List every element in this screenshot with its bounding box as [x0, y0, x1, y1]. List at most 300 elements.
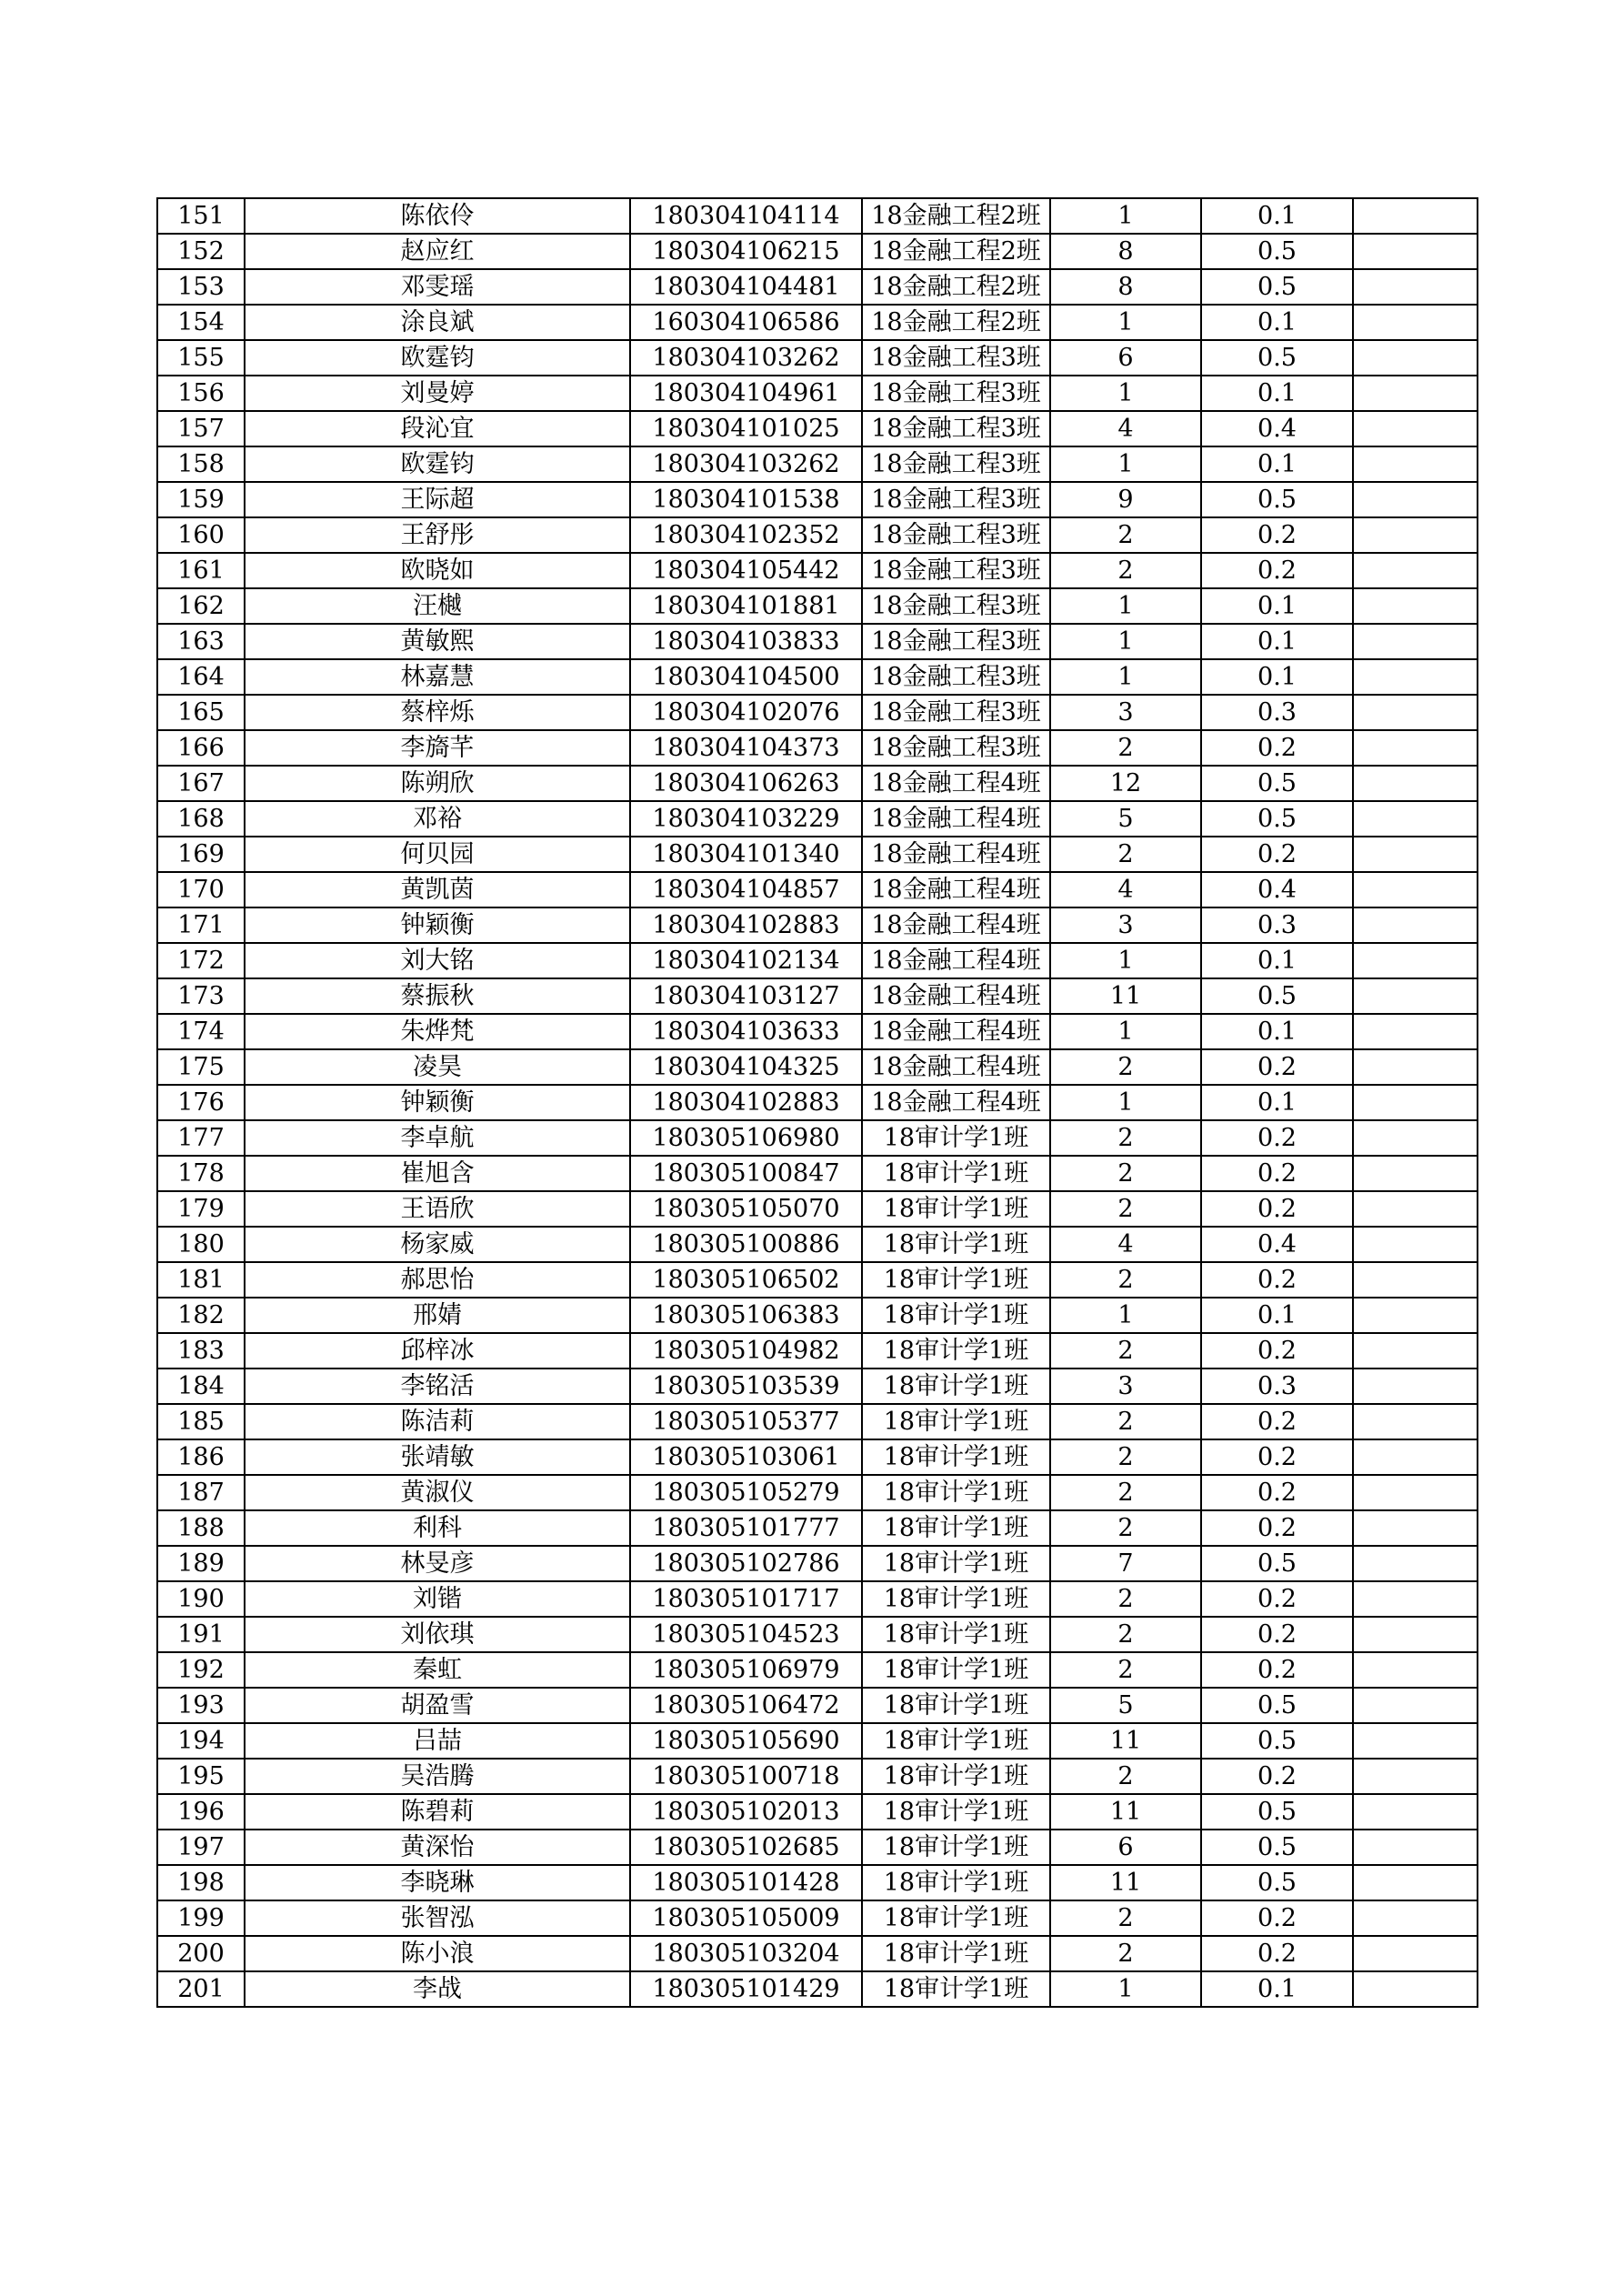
count-cell: 1 — [1050, 659, 1201, 695]
score-cell: 0.1 — [1201, 1014, 1353, 1049]
score-cell: 0.2 — [1201, 517, 1353, 553]
row-number-cell: 169 — [157, 837, 245, 872]
count-cell: 2 — [1050, 1120, 1201, 1156]
row-number-cell: 154 — [157, 305, 245, 340]
class-name-cell: 18金融工程3班 — [862, 517, 1050, 553]
note-cell — [1353, 1369, 1478, 1404]
row-number-cell: 151 — [157, 198, 245, 234]
note-cell — [1353, 1723, 1478, 1759]
row-number-cell: 175 — [157, 1049, 245, 1085]
count-cell: 11 — [1050, 1723, 1201, 1759]
student-name-cell: 秦虹 — [245, 1652, 630, 1688]
score-cell: 0.2 — [1201, 1439, 1353, 1475]
table-row — [157, 1439, 1478, 1475]
student-id-cell: 180304103633 — [630, 1014, 862, 1049]
count-cell: 2 — [1050, 1759, 1201, 1794]
student-id-cell: 180305100847 — [630, 1156, 862, 1191]
class-name-cell: 18审计学1班 — [862, 1794, 1050, 1830]
row-number-cell: 199 — [157, 1900, 245, 1936]
student-name-cell: 黄深怡 — [245, 1830, 630, 1865]
student-id-cell: 180304104857 — [630, 872, 862, 907]
row-number-cell: 193 — [157, 1688, 245, 1723]
note-cell — [1353, 1652, 1478, 1688]
score-cell: 0.3 — [1201, 1369, 1353, 1404]
class-name-cell: 18审计学1班 — [862, 1971, 1050, 2007]
student-id-cell: 180304101881 — [630, 588, 862, 624]
student-name-cell: 张靖敏 — [245, 1439, 630, 1475]
student-name-cell: 李战 — [245, 1971, 630, 2007]
row-number-cell: 157 — [157, 411, 245, 446]
note-cell — [1353, 1191, 1478, 1227]
student-id-cell: 180304106215 — [630, 234, 862, 269]
note-cell — [1353, 943, 1478, 978]
student-name-cell: 李旖芊 — [245, 730, 630, 766]
note-cell — [1353, 1333, 1478, 1369]
class-name-cell: 18金融工程3班 — [862, 376, 1050, 411]
count-cell: 6 — [1050, 1830, 1201, 1865]
score-cell: 0.5 — [1201, 766, 1353, 801]
student-name-cell: 李卓航 — [245, 1120, 630, 1156]
score-cell: 0.5 — [1201, 234, 1353, 269]
score-cell: 0.5 — [1201, 978, 1353, 1014]
note-cell — [1353, 730, 1478, 766]
student-id-cell: 180304104114 — [630, 198, 862, 234]
note-cell — [1353, 1475, 1478, 1510]
class-name-cell: 18审计学1班 — [862, 1723, 1050, 1759]
class-name-cell: 18金融工程2班 — [862, 269, 1050, 305]
score-cell: 0.5 — [1201, 1794, 1353, 1830]
student-id-cell: 180305105070 — [630, 1191, 862, 1227]
student-id-cell: 180304102076 — [630, 695, 862, 730]
count-cell: 11 — [1050, 978, 1201, 1014]
class-name-cell: 18审计学1班 — [862, 1404, 1050, 1439]
class-name-cell: 18金融工程3班 — [862, 446, 1050, 482]
student-id-cell: 180304104961 — [630, 376, 862, 411]
row-number-cell: 201 — [157, 1971, 245, 2007]
count-cell: 2 — [1050, 1936, 1201, 1971]
score-cell: 0.2 — [1201, 837, 1353, 872]
score-cell: 0.2 — [1201, 1581, 1353, 1617]
row-number-cell: 194 — [157, 1723, 245, 1759]
row-number-cell: 196 — [157, 1794, 245, 1830]
count-cell: 6 — [1050, 340, 1201, 376]
score-cell: 0.2 — [1201, 1475, 1353, 1510]
table-row — [157, 1120, 1478, 1156]
row-number-cell: 174 — [157, 1014, 245, 1049]
count-cell: 2 — [1050, 1404, 1201, 1439]
count-cell: 4 — [1050, 1227, 1201, 1262]
count-cell: 1 — [1050, 446, 1201, 482]
student-name-cell: 王语欣 — [245, 1191, 630, 1227]
row-number-cell: 188 — [157, 1510, 245, 1546]
student-name-cell: 吴浩腾 — [245, 1759, 630, 1794]
student-id-cell: 180305101429 — [630, 1971, 862, 2007]
note-cell — [1353, 1510, 1478, 1546]
student-id-cell: 180304104500 — [630, 659, 862, 695]
row-number-cell: 179 — [157, 1191, 245, 1227]
count-cell: 4 — [1050, 411, 1201, 446]
table-row — [157, 1298, 1478, 1333]
row-number-cell: 168 — [157, 801, 245, 837]
score-cell: 0.1 — [1201, 943, 1353, 978]
row-number-cell: 158 — [157, 446, 245, 482]
note-cell — [1353, 305, 1478, 340]
student-name-cell: 涂良斌 — [245, 305, 630, 340]
score-cell: 0.1 — [1201, 198, 1353, 234]
count-cell: 8 — [1050, 234, 1201, 269]
class-name-cell: 18审计学1班 — [862, 1581, 1050, 1617]
table-row — [157, 198, 1478, 234]
score-cell: 0.1 — [1201, 624, 1353, 659]
count-cell: 5 — [1050, 801, 1201, 837]
table-row — [157, 1830, 1478, 1865]
class-name-cell: 18审计学1班 — [862, 1156, 1050, 1191]
class-name-cell: 18金融工程3班 — [862, 695, 1050, 730]
student-id-cell: 180305102786 — [630, 1546, 862, 1581]
student-name-cell: 陈碧莉 — [245, 1794, 630, 1830]
score-cell: 0.2 — [1201, 1759, 1353, 1794]
count-cell: 3 — [1050, 695, 1201, 730]
student-id-cell: 180304103833 — [630, 624, 862, 659]
count-cell: 1 — [1050, 588, 1201, 624]
row-number-cell: 161 — [157, 553, 245, 588]
class-name-cell: 18金融工程4班 — [862, 766, 1050, 801]
score-cell: 0.2 — [1201, 1156, 1353, 1191]
student-id-cell: 180305106979 — [630, 1652, 862, 1688]
row-number-cell: 185 — [157, 1404, 245, 1439]
count-cell: 2 — [1050, 1617, 1201, 1652]
student-id-cell: 180304103127 — [630, 978, 862, 1014]
table-row — [157, 978, 1478, 1014]
table-row — [157, 482, 1478, 517]
row-number-cell: 176 — [157, 1085, 245, 1120]
row-number-cell: 173 — [157, 978, 245, 1014]
class-name-cell: 18审计学1班 — [862, 1936, 1050, 1971]
student-name-cell: 段沁宜 — [245, 411, 630, 446]
note-cell — [1353, 837, 1478, 872]
data-table — [156, 197, 1478, 2008]
count-cell: 2 — [1050, 1262, 1201, 1298]
score-cell: 0.5 — [1201, 1865, 1353, 1900]
table-row — [157, 517, 1478, 553]
score-cell: 0.2 — [1201, 730, 1353, 766]
table-row — [157, 588, 1478, 624]
note-cell — [1353, 1936, 1478, 1971]
note-cell — [1353, 872, 1478, 907]
count-cell: 2 — [1050, 553, 1201, 588]
student-id-cell: 180304102883 — [630, 1085, 862, 1120]
row-number-cell: 153 — [157, 269, 245, 305]
class-name-cell: 18金融工程3班 — [862, 482, 1050, 517]
count-cell: 3 — [1050, 907, 1201, 943]
student-name-cell: 陈朔欣 — [245, 766, 630, 801]
student-name-cell: 李铭活 — [245, 1369, 630, 1404]
class-name-cell: 18审计学1班 — [862, 1510, 1050, 1546]
score-cell: 0.2 — [1201, 1333, 1353, 1369]
row-number-cell: 198 — [157, 1865, 245, 1900]
student-id-cell: 180305100886 — [630, 1227, 862, 1262]
count-cell: 1 — [1050, 1971, 1201, 2007]
score-cell: 0.1 — [1201, 1971, 1353, 2007]
count-cell: 1 — [1050, 198, 1201, 234]
table-row — [157, 907, 1478, 943]
class-name-cell: 18审计学1班 — [862, 1617, 1050, 1652]
student-name-cell: 凌昊 — [245, 1049, 630, 1085]
student-name-cell: 黄敏熙 — [245, 624, 630, 659]
class-name-cell: 18金融工程4班 — [862, 1014, 1050, 1049]
student-name-cell: 邓裕 — [245, 801, 630, 837]
class-name-cell: 18审计学1班 — [862, 1120, 1050, 1156]
table-row — [157, 305, 1478, 340]
student-id-cell: 180305102013 — [630, 1794, 862, 1830]
student-name-cell: 汪樾 — [245, 588, 630, 624]
note-cell — [1353, 482, 1478, 517]
table-row — [157, 1085, 1478, 1120]
student-id-cell: 180305106980 — [630, 1120, 862, 1156]
student-name-cell: 王舒彤 — [245, 517, 630, 553]
table-row — [157, 340, 1478, 376]
note-cell — [1353, 1759, 1478, 1794]
class-name-cell: 18审计学1班 — [862, 1865, 1050, 1900]
note-cell — [1353, 588, 1478, 624]
student-name-cell: 崔旭含 — [245, 1156, 630, 1191]
note-cell — [1353, 1085, 1478, 1120]
table-row — [157, 1333, 1478, 1369]
class-name-cell: 18审计学1班 — [862, 1475, 1050, 1510]
student-name-cell: 黄淑仪 — [245, 1475, 630, 1510]
score-cell: 0.3 — [1201, 907, 1353, 943]
note-cell — [1353, 624, 1478, 659]
class-name-cell: 18审计学1班 — [862, 1298, 1050, 1333]
score-cell: 0.2 — [1201, 1049, 1353, 1085]
count-cell: 2 — [1050, 1475, 1201, 1510]
count-cell: 11 — [1050, 1865, 1201, 1900]
row-number-cell: 177 — [157, 1120, 245, 1156]
class-name-cell: 18审计学1班 — [862, 1652, 1050, 1688]
table-row — [157, 1546, 1478, 1581]
table-row — [157, 1900, 1478, 1936]
table-row — [157, 1262, 1478, 1298]
student-id-cell: 180304102134 — [630, 943, 862, 978]
count-cell: 1 — [1050, 1014, 1201, 1049]
row-number-cell: 170 — [157, 872, 245, 907]
count-cell: 2 — [1050, 1191, 1201, 1227]
table-row — [157, 1014, 1478, 1049]
score-cell: 0.5 — [1201, 482, 1353, 517]
table-row — [157, 1688, 1478, 1723]
student-id-cell: 180304106263 — [630, 766, 862, 801]
note-cell — [1353, 446, 1478, 482]
student-id-cell: 180304102352 — [630, 517, 862, 553]
class-name-cell: 18金融工程3班 — [862, 588, 1050, 624]
class-name-cell: 18金融工程3班 — [862, 624, 1050, 659]
student-id-cell: 180304104481 — [630, 269, 862, 305]
row-number-cell: 171 — [157, 907, 245, 943]
note-cell — [1353, 1156, 1478, 1191]
student-name-cell: 欧晓如 — [245, 553, 630, 588]
count-cell: 12 — [1050, 766, 1201, 801]
score-cell: 0.1 — [1201, 1298, 1353, 1333]
student-name-cell: 刘锴 — [245, 1581, 630, 1617]
table-row — [157, 1510, 1478, 1546]
score-cell: 0.5 — [1201, 1830, 1353, 1865]
student-id-cell: 180305104523 — [630, 1617, 862, 1652]
student-id-cell: 180304101538 — [630, 482, 862, 517]
table-row — [157, 1617, 1478, 1652]
table-row — [157, 1936, 1478, 1971]
note-cell — [1353, 1439, 1478, 1475]
count-cell: 9 — [1050, 482, 1201, 517]
student-id-cell: 180305106383 — [630, 1298, 862, 1333]
class-name-cell: 18金融工程4班 — [862, 943, 1050, 978]
table-row — [157, 1369, 1478, 1404]
student-id-cell: 180304101340 — [630, 837, 862, 872]
table-row — [157, 1191, 1478, 1227]
note-cell — [1353, 695, 1478, 730]
student-name-cell: 钟颖衡 — [245, 907, 630, 943]
row-number-cell: 182 — [157, 1298, 245, 1333]
row-number-cell: 160 — [157, 517, 245, 553]
row-number-cell: 192 — [157, 1652, 245, 1688]
score-cell: 0.2 — [1201, 1404, 1353, 1439]
student-name-cell: 王际超 — [245, 482, 630, 517]
student-name-cell: 胡盈雪 — [245, 1688, 630, 1723]
score-cell: 0.5 — [1201, 269, 1353, 305]
class-name-cell: 18审计学1班 — [862, 1900, 1050, 1936]
table-row — [157, 1652, 1478, 1688]
table-row — [157, 730, 1478, 766]
class-name-cell: 18金融工程3班 — [862, 340, 1050, 376]
student-name-cell: 邱梓冰 — [245, 1333, 630, 1369]
class-name-cell: 18审计学1班 — [862, 1333, 1050, 1369]
note-cell — [1353, 340, 1478, 376]
student-name-cell: 陈洁莉 — [245, 1404, 630, 1439]
note-cell — [1353, 1262, 1478, 1298]
student-name-cell: 赵应红 — [245, 234, 630, 269]
student-id-cell: 180305102685 — [630, 1830, 862, 1865]
count-cell: 2 — [1050, 730, 1201, 766]
table-row — [157, 766, 1478, 801]
count-cell: 1 — [1050, 1298, 1201, 1333]
student-id-cell: 180304101025 — [630, 411, 862, 446]
student-id-cell: 180305101428 — [630, 1865, 862, 1900]
table-row — [157, 695, 1478, 730]
table-row — [157, 943, 1478, 978]
class-name-cell: 18审计学1班 — [862, 1688, 1050, 1723]
student-name-cell: 杨家威 — [245, 1227, 630, 1262]
row-number-cell: 184 — [157, 1369, 245, 1404]
count-cell: 4 — [1050, 872, 1201, 907]
score-cell: 0.2 — [1201, 1936, 1353, 1971]
student-id-cell: 180304102883 — [630, 907, 862, 943]
class-name-cell: 18金融工程4班 — [862, 801, 1050, 837]
score-cell: 0.5 — [1201, 801, 1353, 837]
class-name-cell: 18审计学1班 — [862, 1191, 1050, 1227]
table-row — [157, 1759, 1478, 1794]
student-name-cell: 吕喆 — [245, 1723, 630, 1759]
row-number-cell: 155 — [157, 340, 245, 376]
note-cell — [1353, 907, 1478, 943]
table-row — [157, 872, 1478, 907]
student-id-cell: 180304103262 — [630, 446, 862, 482]
student-name-cell: 刘依琪 — [245, 1617, 630, 1652]
table-row — [157, 624, 1478, 659]
row-number-cell: 156 — [157, 376, 245, 411]
class-name-cell: 18金融工程4班 — [862, 907, 1050, 943]
count-cell: 1 — [1050, 305, 1201, 340]
row-number-cell: 165 — [157, 695, 245, 730]
note-cell — [1353, 1865, 1478, 1900]
student-id-cell: 180304104325 — [630, 1049, 862, 1085]
student-name-cell: 钟颖衡 — [245, 1085, 630, 1120]
student-id-cell: 180305101717 — [630, 1581, 862, 1617]
student-name-cell: 刘大铭 — [245, 943, 630, 978]
score-cell: 0.1 — [1201, 376, 1353, 411]
student-name-cell: 林旻彦 — [245, 1546, 630, 1581]
row-number-cell: 186 — [157, 1439, 245, 1475]
class-name-cell: 18审计学1班 — [862, 1369, 1050, 1404]
score-cell: 0.1 — [1201, 305, 1353, 340]
student-id-cell: 180305103539 — [630, 1369, 862, 1404]
table-row — [157, 234, 1478, 269]
count-cell: 2 — [1050, 837, 1201, 872]
table-row — [157, 1971, 1478, 2007]
class-name-cell: 18审计学1班 — [862, 1759, 1050, 1794]
student-id-cell: 180304103262 — [630, 340, 862, 376]
class-name-cell: 18金融工程3班 — [862, 659, 1050, 695]
count-cell: 1 — [1050, 943, 1201, 978]
table-row — [157, 1404, 1478, 1439]
score-cell: 0.2 — [1201, 1262, 1353, 1298]
student-id-cell: 180305101777 — [630, 1510, 862, 1546]
student-id-cell: 180305106472 — [630, 1688, 862, 1723]
class-name-cell: 18金融工程2班 — [862, 234, 1050, 269]
student-id-cell: 180305104982 — [630, 1333, 862, 1369]
note-cell — [1353, 376, 1478, 411]
note-cell — [1353, 978, 1478, 1014]
row-number-cell: 172 — [157, 943, 245, 978]
score-cell: 0.2 — [1201, 1510, 1353, 1546]
student-id-cell: 180304103229 — [630, 801, 862, 837]
table-row — [157, 1475, 1478, 1510]
note-cell — [1353, 1794, 1478, 1830]
note-cell — [1353, 234, 1478, 269]
table-row — [157, 659, 1478, 695]
table-row — [157, 1723, 1478, 1759]
score-cell: 0.3 — [1201, 695, 1353, 730]
row-number-cell: 197 — [157, 1830, 245, 1865]
score-cell: 0.5 — [1201, 1546, 1353, 1581]
student-name-cell: 刘曼婷 — [245, 376, 630, 411]
score-cell: 0.2 — [1201, 1120, 1353, 1156]
score-cell: 0.4 — [1201, 872, 1353, 907]
note-cell — [1353, 1014, 1478, 1049]
note-cell — [1353, 198, 1478, 234]
student-name-cell: 何贝园 — [245, 837, 630, 872]
row-number-cell: 163 — [157, 624, 245, 659]
count-cell: 5 — [1050, 1688, 1201, 1723]
note-cell — [1353, 517, 1478, 553]
count-cell: 2 — [1050, 1333, 1201, 1369]
student-name-cell: 张智泓 — [245, 1900, 630, 1936]
student-name-cell: 陈依伶 — [245, 198, 630, 234]
class-name-cell: 18审计学1班 — [862, 1439, 1050, 1475]
class-name-cell: 18金融工程2班 — [862, 305, 1050, 340]
student-name-cell: 李晓琳 — [245, 1865, 630, 1900]
note-cell — [1353, 1120, 1478, 1156]
table-row — [157, 801, 1478, 837]
student-id-cell: 180305103061 — [630, 1439, 862, 1475]
